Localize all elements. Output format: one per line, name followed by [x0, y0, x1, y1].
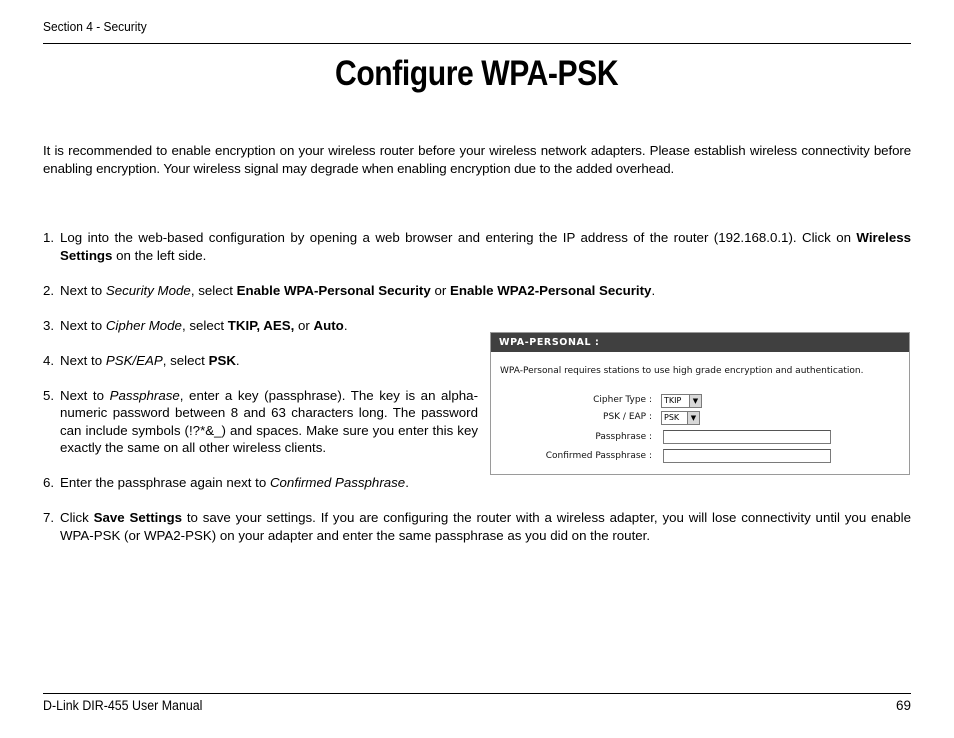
page-number: 69	[895, 698, 911, 713]
section-header: Section 4 - Security	[43, 19, 147, 34]
step-text: Next to	[60, 282, 106, 298]
psk-eap-select[interactable]	[661, 411, 700, 425]
step-emphasis: Wireless Settings	[60, 230, 911, 263]
step-7	[43, 509, 911, 544]
step-text: .	[651, 282, 656, 298]
step-2	[43, 282, 911, 300]
manual-title: D-Link DIR-455 User Manual	[43, 698, 203, 713]
step-text: to save your settings. If you are configuring the router with a wireless adapter, you will lose connectivity until you enable WPA-PSK (or WPA2-PSK) on your adapter and enter the same passphrase as you did on the router.	[60, 510, 911, 543]
cipher-type-label: Cipher Type :	[593, 395, 652, 405]
confirmed-passphrase-input[interactable]	[663, 449, 831, 463]
step-number: 6.	[43, 475, 55, 490]
step-text: , enter a key (passphrase). The key is an alpha-numeric password between 8 and 63 characters long. The password can include symbols (!?*&_) and spaces. Make sure you enter this key exactly the same on all other wireless clients.	[60, 387, 478, 455]
passphrase-input[interactable]	[663, 430, 831, 444]
step-field-name: Cipher Mode	[105, 317, 182, 333]
cipher-type-value: TKIP	[664, 396, 682, 405]
passphrase-label: Passphrase :	[595, 432, 652, 442]
panel-description: WPA-Personal requires stations to use high grade encryption and authentication.	[500, 366, 864, 376]
intro-paragraph: It is recommended to enable encryption on your wireless router before your wireless network adapters. Please establish wireless connectivity before enabling encryption. Your wireless signal may degrade when enabling encryption due to the added overhead.	[43, 143, 911, 176]
step-text: Click	[60, 510, 94, 525]
step-field-name: PSK/EAP	[105, 352, 163, 368]
chevron-down-icon: ▼	[687, 412, 699, 424]
step-text: .	[405, 475, 409, 490]
step-field-name: Confirmed Passphrase	[269, 475, 406, 490]
cipher-type-select[interactable]	[661, 394, 702, 408]
step-number: 4.	[43, 352, 55, 368]
step-text: Next to	[60, 352, 106, 368]
header-divider	[43, 43, 911, 44]
step-number: 3.	[43, 317, 55, 333]
step-5	[43, 387, 478, 457]
step-6	[43, 474, 911, 492]
step-number: 1.	[43, 230, 55, 245]
step-text: or	[430, 282, 450, 298]
panel-header: WPA-PERSONAL :	[491, 333, 909, 352]
step-text: , select	[162, 352, 209, 368]
step-text: , select	[190, 282, 237, 298]
step-text: or	[294, 317, 314, 333]
confirmed-passphrase-label: Confirmed Passphrase :	[545, 451, 652, 461]
step-text: Next to	[60, 317, 106, 333]
wpa-personal-panel	[490, 332, 910, 475]
page-title-text: Configure WPA-PSK	[335, 54, 619, 93]
step-number: 2.	[43, 282, 55, 298]
chevron-down-icon: ▼	[689, 395, 701, 407]
step-text: .	[343, 317, 348, 333]
step-emphasis: TKIP, AES,	[227, 317, 295, 333]
step-text: Enter the passphrase again next to	[60, 475, 270, 490]
psk-eap-value: PSK	[664, 413, 680, 422]
step-emphasis: Auto	[313, 317, 344, 333]
psk-eap-label: PSK / EAP :	[603, 412, 652, 422]
step-emphasis: Enable WPA-Personal Security	[236, 282, 431, 298]
step-1	[43, 229, 911, 264]
step-text: , select	[181, 317, 228, 333]
step-number: 5.	[43, 387, 55, 403]
step-emphasis: Save Settings	[93, 510, 182, 525]
step-text: Log into the web-based configuration by opening a web browser and entering the IP address of the router (192.168.0.1). Click on	[60, 230, 857, 245]
step-emphasis: Enable WPA2-Personal Security	[449, 282, 652, 298]
step-text: on the left side.	[112, 247, 207, 263]
step-emphasis: PSK	[208, 352, 236, 368]
step-text: Next to	[60, 387, 110, 403]
step-field-name: Passphrase	[109, 387, 180, 403]
step-number: 7.	[43, 510, 55, 525]
step-text: .	[235, 352, 240, 368]
footer-divider	[43, 693, 911, 694]
page-title	[0, 54, 954, 94]
step-field-name: Security Mode	[105, 282, 191, 298]
